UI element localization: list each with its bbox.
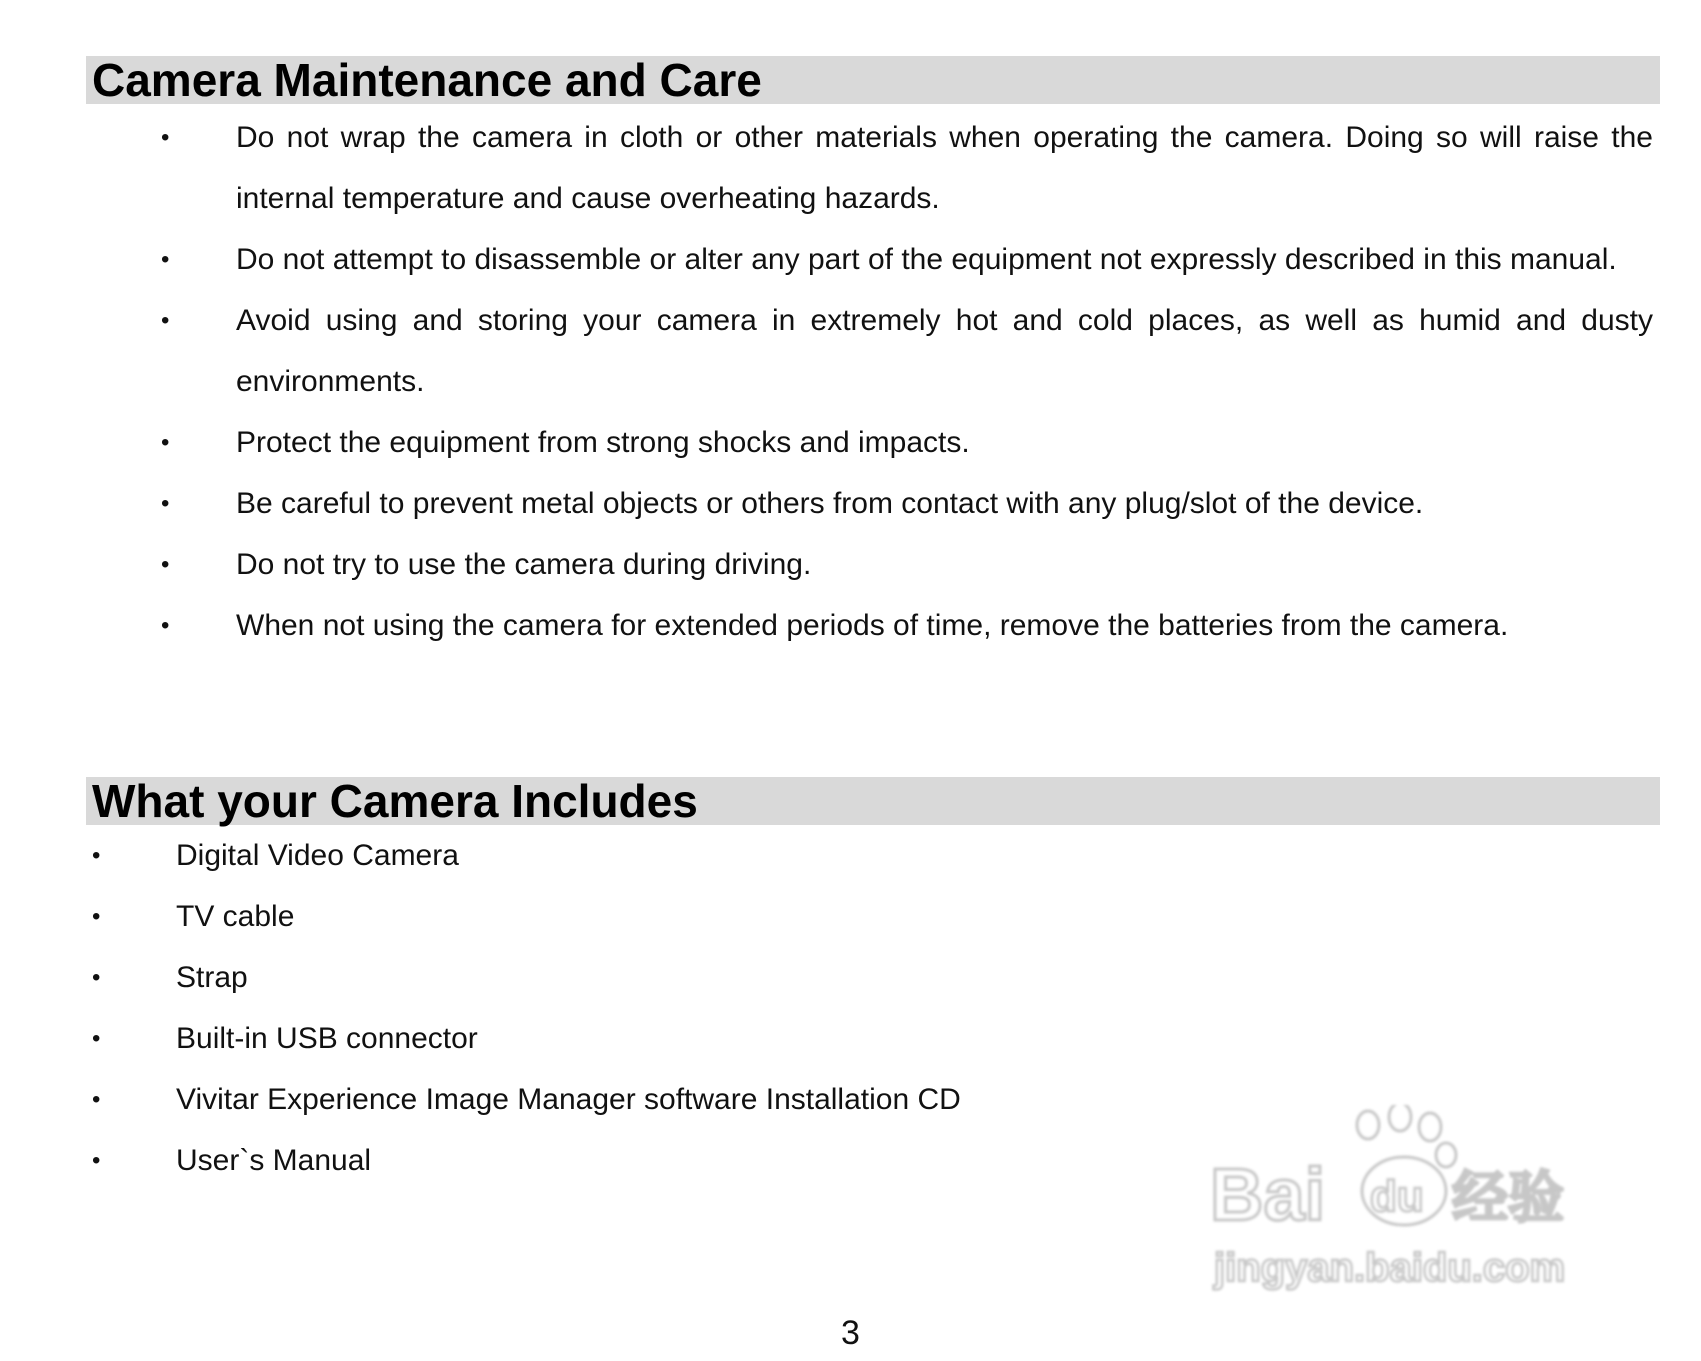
list-item	[0, 595, 1701, 656]
baidu-watermark-logo	[1208, 1105, 1628, 1305]
maintenance-list	[0, 107, 1701, 656]
list-item-text: Avoid using and storing your camera in extremely hot and cold places, as well as humid and dusty environments.	[236, 304, 1653, 398]
list-item-text: Be careful to prevent metal objects or others from contact with any plug/slot of the device.	[236, 487, 1424, 520]
bullet: •	[92, 964, 101, 991]
list-item-text: Built-in USB connector	[176, 1022, 478, 1055]
list-item-text: TV cable	[176, 900, 295, 933]
bullet: •	[161, 429, 170, 456]
page-number: 3	[841, 1314, 860, 1352]
paw-toe-icon	[1436, 1143, 1456, 1167]
bullet: •	[92, 842, 101, 869]
watermark-brand-suffix: du	[1370, 1172, 1424, 1221]
list-item	[0, 473, 1701, 534]
bullet: •	[92, 1086, 101, 1113]
list-item-text: User`s Manual	[176, 1144, 372, 1177]
list-item-text: Do not wrap the camera in cloth or other materials when operating the camera. Doing so will raise the internal temperature and cause overheating hazards.	[236, 121, 1653, 215]
bullet: •	[161, 124, 170, 151]
list-item	[0, 534, 1701, 595]
list-item-text: Protect the equipment from strong shocks and impacts.	[236, 426, 970, 459]
paw-toe-icon	[1419, 1113, 1441, 1141]
paw-toe-icon	[1389, 1105, 1411, 1131]
list-item	[0, 825, 1701, 886]
list-item-text: When not using the camera for extended periods of time, remove the batteries from the camera.	[236, 609, 1509, 642]
list-item	[0, 229, 1701, 290]
bullet: •	[92, 1025, 101, 1052]
list-item	[0, 412, 1701, 473]
list-item	[0, 107, 1701, 229]
bullet: •	[161, 612, 170, 639]
list-item	[0, 290, 1701, 412]
section-heading-includes: What your Camera Includes	[86, 777, 1660, 825]
list-item	[0, 1008, 1701, 1069]
bullet: •	[161, 246, 170, 273]
list-item	[0, 947, 1701, 1008]
paw-toe-icon	[1357, 1111, 1379, 1139]
watermark-chinese: 经验	[1452, 1166, 1564, 1231]
section-heading-maintenance: Camera Maintenance and Care	[86, 56, 1660, 104]
list-item-text: Digital Video Camera	[176, 839, 459, 872]
bullet: •	[92, 1147, 101, 1174]
bullet: •	[161, 307, 170, 334]
list-item-text: Do not try to use the camera during driving.	[236, 548, 812, 581]
bullet: •	[161, 551, 170, 578]
watermark-brand: Bai	[1210, 1153, 1326, 1236]
watermark-url: jingyan.baidu.com	[1214, 1246, 1566, 1290]
list-item-text: Strap	[176, 961, 248, 994]
list-item	[0, 886, 1701, 947]
bullet: •	[161, 490, 170, 517]
bullet: •	[92, 903, 101, 930]
list-item-text: Vivitar Experience Image Manager software Installation CD	[176, 1083, 961, 1116]
list-item-text: Do not attempt to disassemble or alter any part of the equipment not expressly described in this manual.	[236, 243, 1617, 276]
